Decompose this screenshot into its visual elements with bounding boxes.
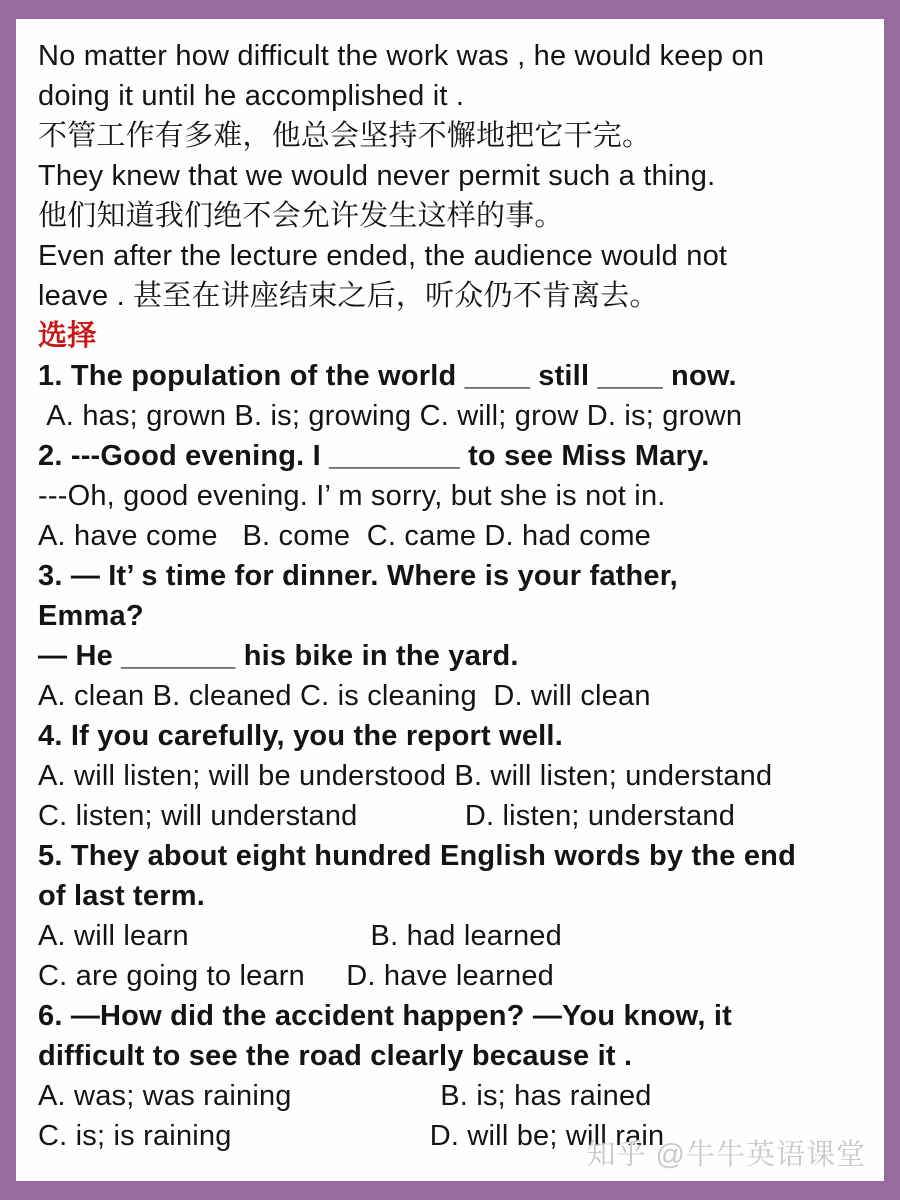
text-line-18: 4. If you carefully, you the report well.	[38, 720, 563, 752]
text-line-19: A. will listen; will be understood B. will listen; understand	[38, 760, 773, 792]
text-line-7: leave . 甚至在讲座结束之后，听众仍不肯离去。	[38, 280, 659, 312]
text-line-20: C. listen; will understand D. listen; understand	[38, 800, 736, 832]
text-line-9: 1. The population of the world ____ still ____ now.	[38, 360, 737, 392]
zhihu-watermark: 知乎 @牛牛英语课堂	[586, 1139, 866, 1171]
text-line-5: 他们知道我们绝不会允许发生这样的事。	[38, 200, 564, 232]
text-line-14: 3. — It’ s time for dinner. Where is your father,	[38, 560, 678, 592]
text-line-1: No matter how difficult the work was , he would keep on	[38, 40, 765, 72]
text-line-11: 2. ---Good evening. I ________ to see Miss Mary.	[38, 440, 710, 472]
text-line-17: A. clean B. cleaned C. is cleaning D. will clean	[38, 680, 651, 712]
worksheet-text-block	[16, 19, 884, 1156]
text-line-21: 5. They about eight hundred English words by the end	[38, 840, 796, 872]
text-line-15: Emma?	[38, 600, 144, 632]
text-line-2: doing it until he accomplished it .	[38, 80, 465, 112]
text-line-28: C. is; is raining D. will be; will rain	[38, 1120, 665, 1152]
text-line-10: A. has; grown B. is; growing C. will; grow D. is; grown	[38, 400, 743, 432]
text-line-4: They knew that we would never permit such a thing.	[38, 160, 716, 192]
text-line-22: of last term.	[38, 880, 205, 912]
text-line-12: ---Oh, good evening. I’ m sorry, but she is not in.	[38, 480, 666, 512]
text-line-6: Even after the lecture ended, the audience would not	[38, 240, 728, 272]
text-line-16: — He _______ his bike in the yard.	[38, 640, 519, 672]
text-line-3: 不管工作有多难，他总会坚持不懈地把它干完。	[38, 120, 652, 152]
text-line-24: C. are going to learn D. have learned	[38, 960, 554, 992]
text-line-23: A. will learn B. had learned	[38, 920, 562, 952]
text-line-26: difficult to see the road clearly because it .	[38, 1040, 633, 1072]
worksheet-page	[16, 19, 884, 1181]
text-line-27: A. was; was raining B. is; has rained	[38, 1080, 652, 1112]
text-line-8: 选择	[38, 320, 97, 352]
text-line-13: A. have come B. come C. came D. had come	[38, 520, 652, 552]
text-line-25: 6. —How did the accident happen? —You know, it	[38, 1000, 732, 1032]
